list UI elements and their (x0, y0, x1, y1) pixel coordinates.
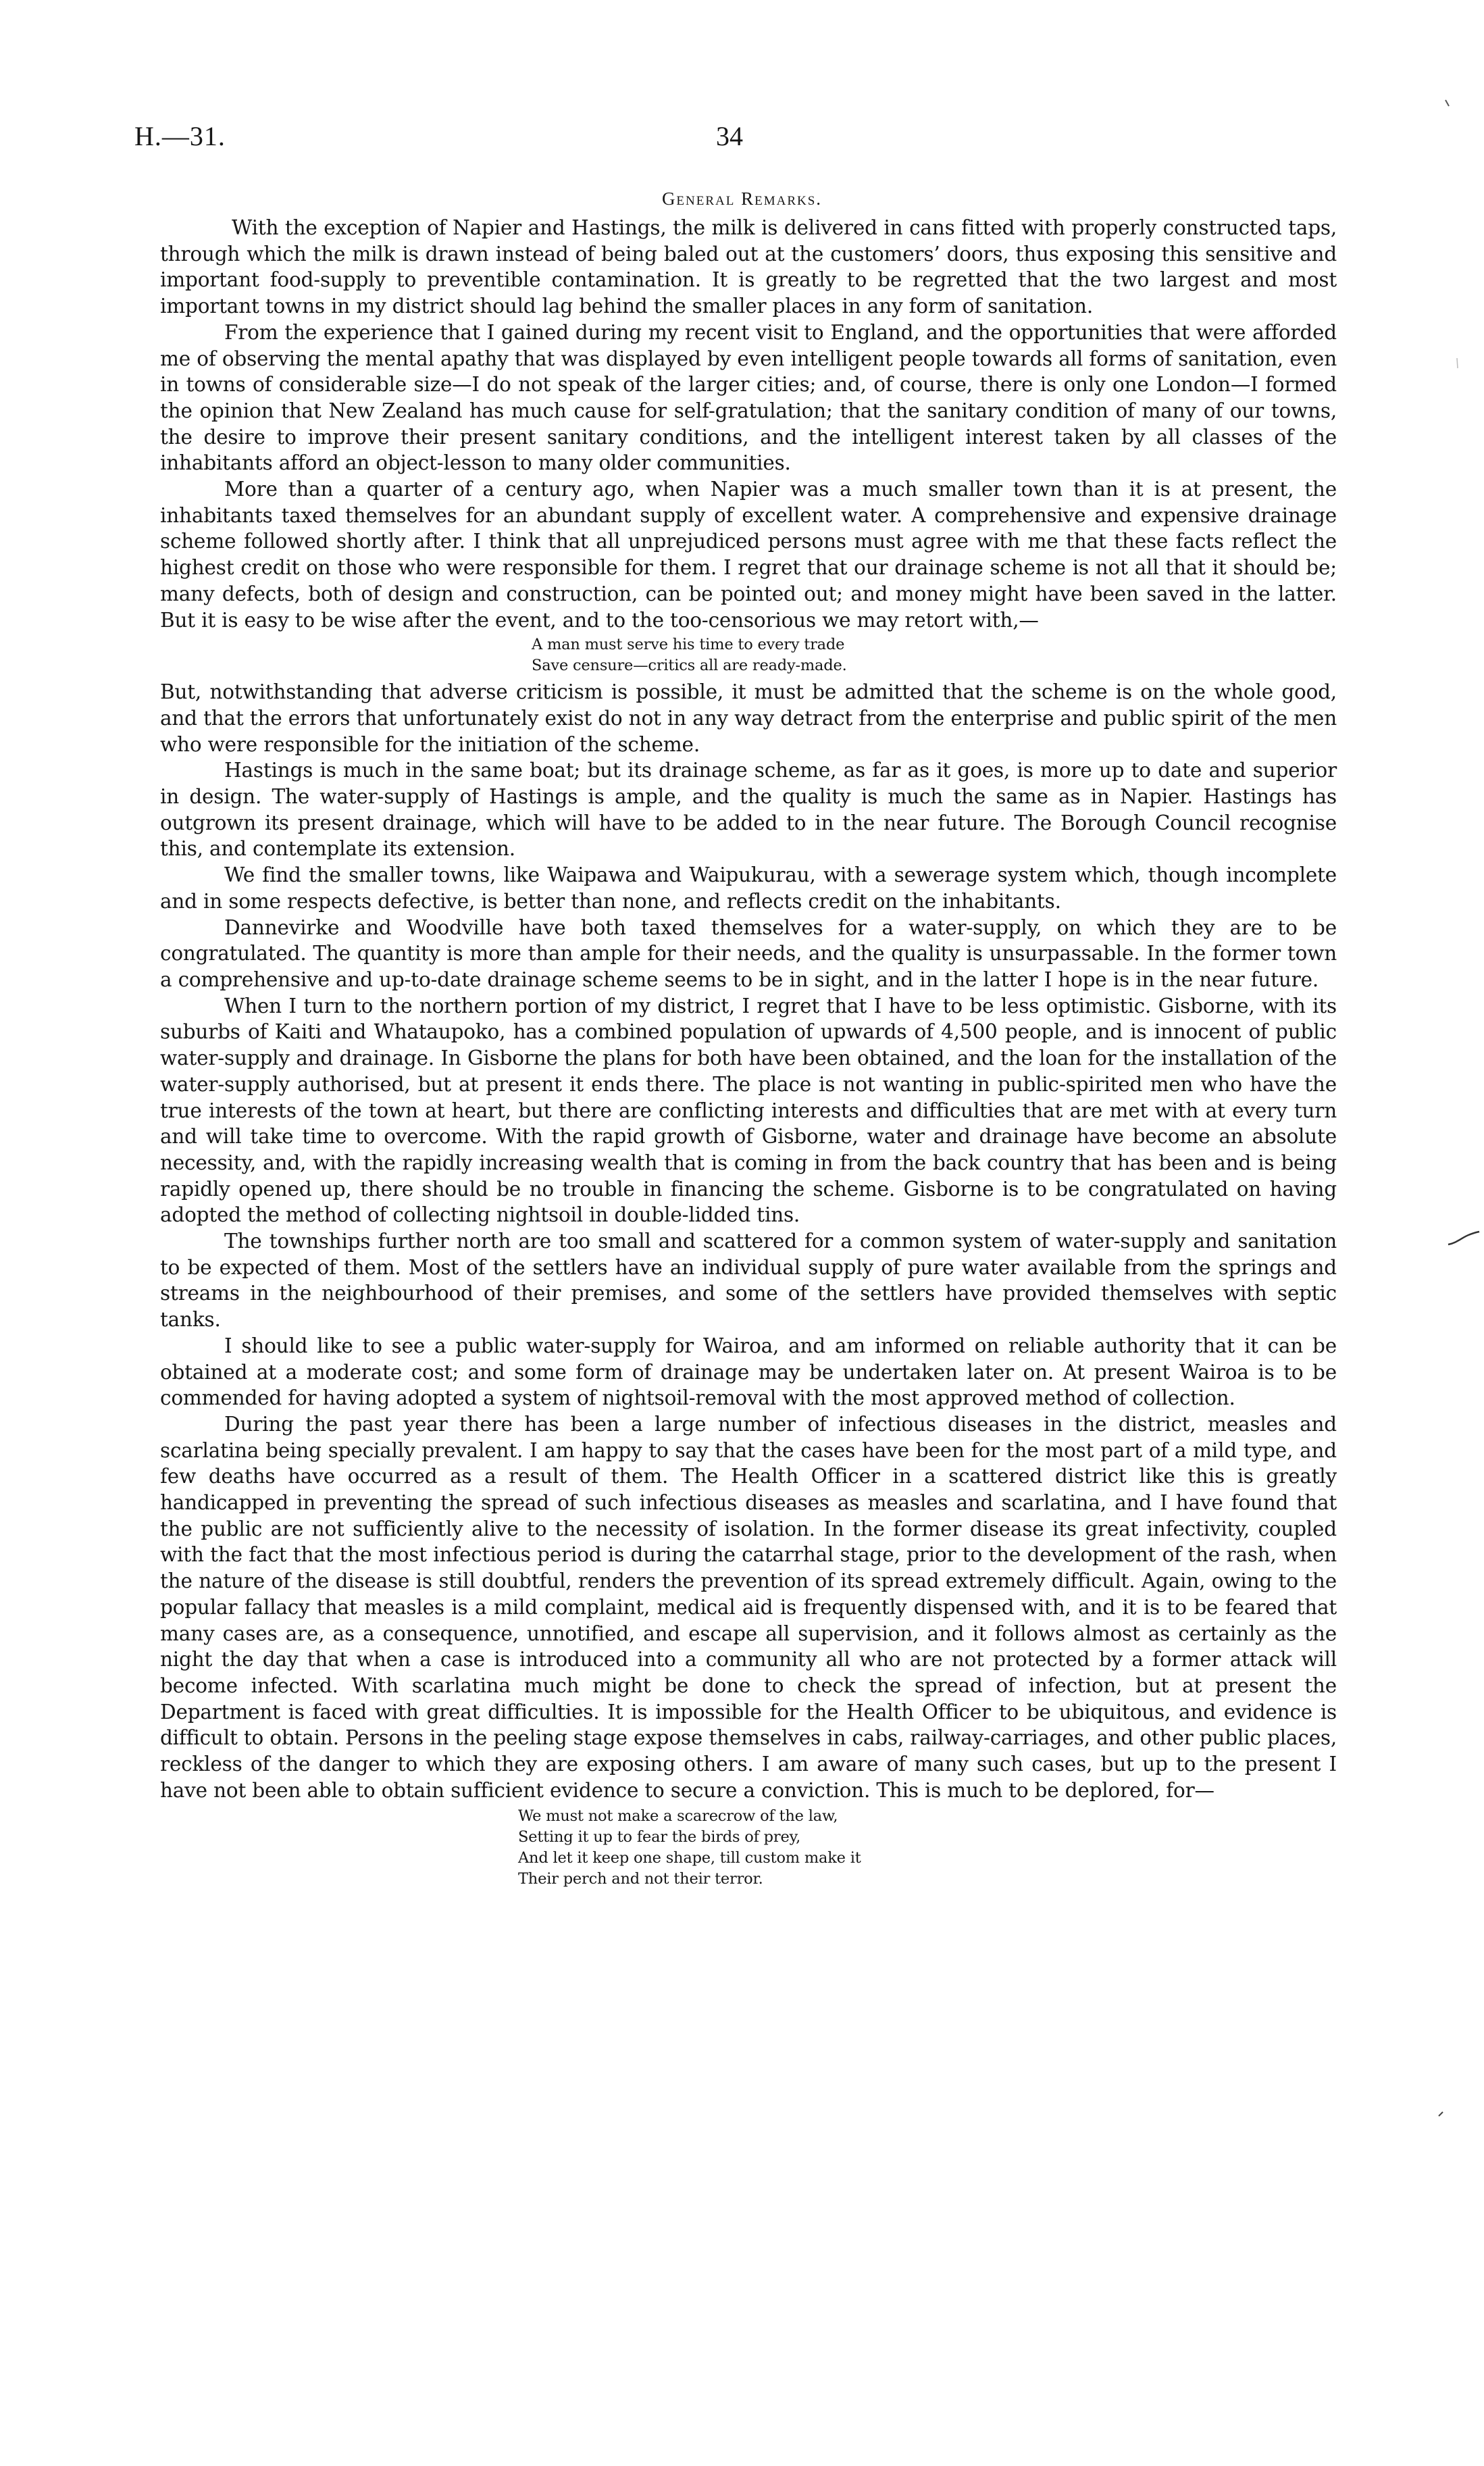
verse-line: We must not make a scarecrow of the law, (518, 1807, 838, 1826)
page-number: 34 (716, 121, 743, 151)
verse-line: Setting it up to fear the birds of prey, (518, 1828, 801, 1846)
paragraph-smaller-towns: We find the smaller towns, like Waipawa and Waipukurau, with a sewerage system which, though incomplete and in some respects defective, is better than none, and reflects credit on the inhabitants. (160, 863, 1337, 913)
paragraph-gisborne: When I turn to the northern portion of my district, I regret that I have to be less optimistic. Gisborne, with its suburbs of Kaiti and Whataupoko, has a combined population of upwards of 4,500 people, and is innocent of public water-supply and drainage. In Gisborne the plans for both have been obtained, and the loan for the installation of the water-supply authorised, but at present it ends there. The place is not wanting in public-spirited men who have the true interests of the town at heart, but there are conflicting interests and difficulties that are met with at every turn and will take time to overcome. With the rapid growth of Gisborne, water and drainage have become an absolute necessity, and, with the rapidly increasing wealth that is coming in from the back country that has been and is being rapidly opened up, there should be no trouble in financing the scheme. Gisborne is to be congratulated on having adopted the method of collecting nightsoil in double-lidded tins. (160, 994, 1337, 1227)
paragraph-wairoa: I should like to see a public water-supply for Wairoa, and am informed on reliable authority that it can be obtained at a moderate cost; and some form of drainage may be undertaken later on. At present Wairoa is to be commended for having adopted a system of nightsoil-removal with the most approved method of collection. (160, 1334, 1337, 1410)
scan-speck-mark (1444, 99, 1451, 108)
verse-line: Their perch and not their terror. (518, 1870, 763, 1888)
paragraph-northern-townships: The townships further north are too small and scattered for a common system of water-supply and sanitation to be expected of them. Most of the settlers have an individual supply of pure water available from the springs and streams in the neighbourhood of their premises, and some of the settlers have provided themselves with septic tanks. (160, 1230, 1337, 1332)
paragraph-dannevirke-woodville: Dannevirke and Woodville have both taxed themselves for a water-supply, on which they are to be congratulated. The quantity is more than ample for their needs, and the quality is unsurpassable. In the former town a comprehensive and up-to-date drainage scheme seems to be in sight, and in the latter I hope is in the near future. (160, 915, 1337, 991)
verse-quotation-law (160, 1806, 1337, 1890)
verse-line: And let it keep one shape, till custom make it (518, 1849, 861, 1867)
scan-speck-mark (1454, 357, 1460, 370)
margin-pencil-mark (1447, 1230, 1481, 1250)
body-text (160, 215, 1337, 1892)
verse-line: A man must serve his time to every trade (532, 636, 845, 654)
paragraph-milk-supply: With the exception of Napier and Hastings, the milk is delivered in cans fitted with properly constructed taps, through which the milk is drawn instead of being baled out at the customers’ doors, thus exposing this sensitive and important food-supply to preventible contamination. It is greatly to be regretted that the two largest and most important towns in my district should lag behind the smaller places in any form of sanitation. (160, 216, 1337, 318)
scan-speck-mark (1437, 2110, 1445, 2118)
paragraph-napier: More than a quarter of a century ago, when Napier was a much smaller town than it is at present, the inhabitants taxed themselves for an abundant supply of excellent water. A comprehensive and expensive drainage scheme followed shortly after. I think that all unprejudiced persons must agree with me that these facts reflect the highest credit on those who were responsible for them. I regret that our drainage scheme is not all that it should be; many defects, both of design and construction, can be pointed out; and money might have been saved in the latter. But it is easy to be wise after the event, and to the too-censorious we may retort with,— (160, 478, 1337, 632)
paragraph-hastings: Hastings is much in the same boat; but its drainage scheme, as far as it goes, is more up to date and superior in design. The water-supply of Hastings is ample, and the quality is much the same as in Napier. Hastings has outgrown its present drainage, which will have to be added to in the near future. The Borough Council recognise this, and contemplate its extension. (160, 759, 1337, 861)
section-heading: General Remarks. (661, 188, 823, 209)
paragraph-england-visit: From the experience that I gained during my recent visit to England, and the opportunities that were afforded me of observing the mental apathy that was displayed by even intelligent people towards all forms of sanitation, even in towns of considerable size—I do not speak of the larger cities; and, of course, there is only one London—I formed the opinion that New Zealand has much cause for self-gratulation; that the sanitary condition of many of our towns, the desire to improve their present sanitary conditions, and the intelligent interest taken by all classes of the inhabitants afford an object-lesson to many older communities. (160, 320, 1337, 475)
document-reference: H.—31. (134, 121, 226, 151)
paragraph-infectious-diseases: During the past year there has been a large number of infectious diseases in the district, measles and scarlatina being specially prevalent. I am happy to say that the cases have been for the most part of a mild type, and few deaths have occurred as a result of them. The Health Officer in a scattered district like this is greatly handicapped in preventing the spread of such infectious diseases as measles and scarlatina, and I have found that the public are not sufficiently alive to the necessity of isolation. In the former disease its great infectivity, coupled with the fact that the most infectious period is during the catarrhal stage, prior to the development of the rash, when the nature of the disease is still doubtful, renders the prevention of its spread extremely difficult. Again, owing to the popular fallacy that measles is a mild complaint, medical aid is frequently dispensed with, and it is to be feared that many cases are, as a consequence, unnotified, and escape all supervision, and it follows almost as certainly as the night the day that when a case is introduced into a community all who are not protected by a former attack will become infected. With scarlatina much might be done to check the spread of infection, but at present the Department is faced with great difficulties. It is impossible for the Health Officer to be ubiquitous, and evidence is difficult to obtain. Persons in the peeling stage expose themselves in cabs, railway-carriages, and other public places, reckless of the danger to which they are exposing others. I am aware of many such cases, but up to the present I have not been able to obtain sufficient evidence to secure a conviction. This is much to be deplored, for— (160, 1412, 1337, 1802)
paragraph-adverse-criticism: But, notwithstanding that adverse criticism is possible, it must be admitted that the scheme is on the whole good, and that the errors that unfortunately exist do not in any way detract from the enterprise and public spirit of the men who were responsible for the initiation of the scheme. (160, 680, 1337, 756)
verse-line: Save censure—critics all are ready-made. (532, 657, 847, 675)
verse-quotation-critics (160, 634, 1337, 676)
